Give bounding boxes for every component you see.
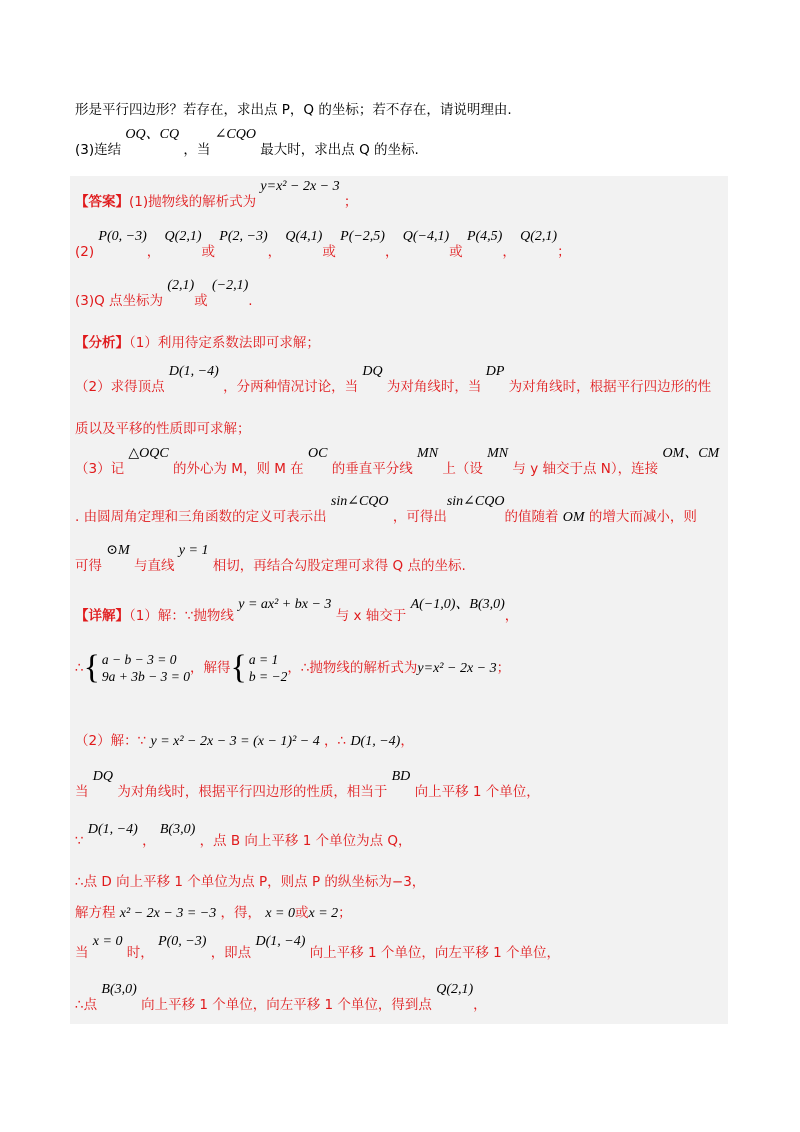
math-oq-cq: OQ、CQ (125, 127, 180, 142)
answer-line-3: (3)Q 点坐标为 (2,1)或 (−2,1). (75, 278, 253, 309)
answer-line-2: (2) P(0, −3)， Q(2,1)或 P(2, −3)， Q(4,1)或 P(−2,5)， Q(−4,1)或 P(4,5)， Q(2,1)； (75, 229, 571, 260)
detail-line-9: ∴点 B(3,0) 向上平移 1 个单位，向左平移 1 个单位，得到点 Q(2,1)， (75, 982, 487, 1013)
analysis-line-4: （3）记 △OQC 的外心为 M，则 M 在 OC 的垂直平分线 MN 上（设 MN 与 y 轴交于点 N），连接 OM、CM (75, 446, 720, 477)
analysis-line-2: （2）求得顶点 D(1, −4) ，分两种情况讨论，当 DQ 为对角线时，当 DP 为对角线时，根据平行四边形的性 (75, 364, 712, 395)
detail-line-5: ∵ D(1, −4) ， B(3,0) ，点 B 向上平移 1 个单位为点 Q， (75, 822, 412, 849)
analysis-line-5: . 由圆周角定理和三角函数的定义可表示出 sin∠CQO ，可得出sin∠CQO的值随着 OM 的增大而减小，则 (75, 494, 697, 525)
math-angle-cqo: ∠CQO (214, 127, 256, 142)
math-parabola: y=x² − 2x − 3 (260, 179, 340, 194)
equation-system-2: a = 1 b = −2 (248, 652, 288, 684)
analysis-line-3: 质以及平移的性质即可求解； (75, 421, 251, 437)
analysis-line-1: 【分析】（1）利用待定系数法即可求解； (75, 335, 320, 351)
question-line-2: (3)连结 OQ、CQ ，当 ∠CQO 最大时，求出点 Q 的坐标. (75, 127, 419, 158)
detail-line-2: ∴{ a − b − 3 = 0 9a + 3b − 3 = 0，解得{ a = 1 b = −2，∴抛物线的解析式为y=x² − 2x − 3； (75, 649, 511, 686)
answer-line-1: 【答案】(1)抛物线的解析式为 y=x² − 2x − 3 ； (75, 179, 358, 210)
question-line-1: 形是平行四边形？若存在，求出点 P，Q 的坐标；若不存在，请说明理由. (75, 102, 512, 118)
detail-line-3: （2）解：∵ y = x² − 2x − 3 = (x − 1)² − 4 ，∴ D(1, −4)， (75, 733, 414, 749)
detail-line-8: 当 x = 0 时， P(0, −3) ，即点 D(1, −4) 向上平移 1 个单位，向左平移 1 个单位， (75, 934, 561, 961)
brace-1: { (83, 649, 100, 686)
answer-tag: 【答案】 (75, 194, 129, 210)
detail-line-6: ∴点 D 向上平移 1 个单位为点 P，则点 P 的纵坐标为−3， (75, 874, 426, 890)
detail-line-4: 当 DQ 为对角线时，根据平行四边形的性质，相当于 BD 向上平移 1 个单位， (75, 769, 540, 800)
detail-tag: 【详解】 (75, 608, 129, 624)
detail-line-1: 【详解】（1）解：∵抛物线 y = ax² + bx − 3 与 x 轴交于 A(−1,0)、B(3,0)， (75, 597, 519, 624)
detail-line-7: 解方程 x² − 2x − 3 = −3 ，得， x = 0或x = 2； (75, 905, 352, 921)
equation-system-1: a − b − 3 = 0 9a + 3b − 3 = 0 (101, 652, 191, 684)
analysis-tag: 【分析】 (75, 335, 129, 351)
circle-m: ⊙M (106, 543, 130, 558)
analysis-line-6: 可得 ⊙M 与直线 y = 1 相切，再结合勾股定理可求得 Q 点的坐标. (75, 543, 466, 574)
brace-2: { (230, 649, 247, 686)
